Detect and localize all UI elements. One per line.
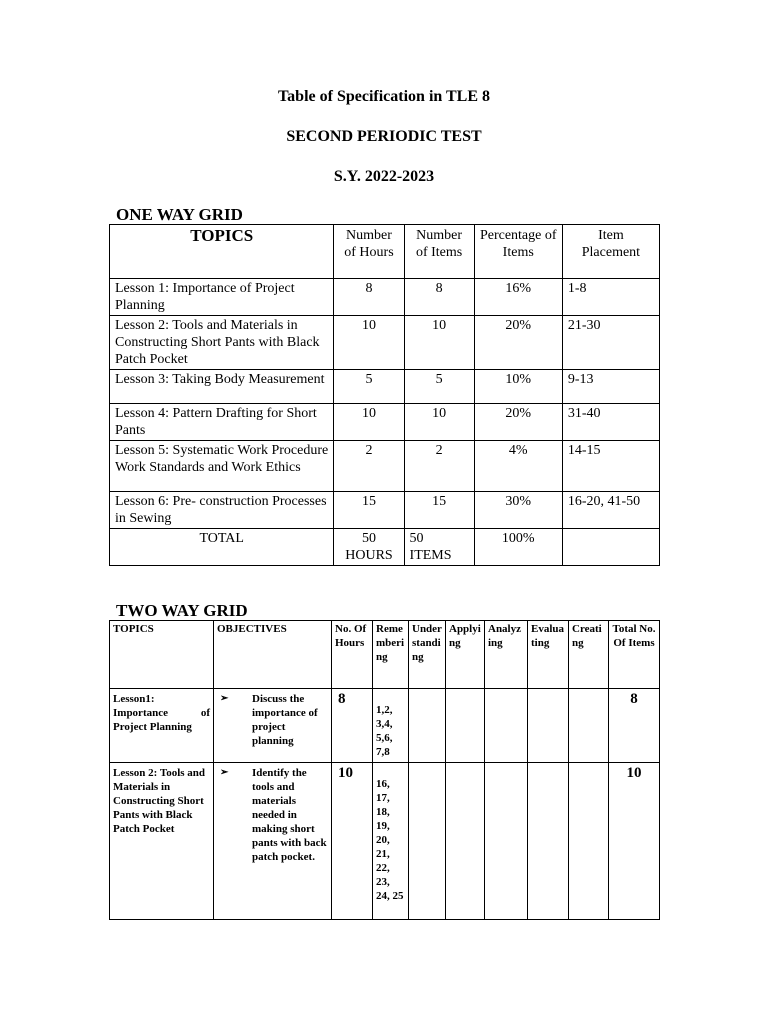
remembering-cell: 1,2, 3,4, 5,6, 7,8 [373, 689, 409, 763]
arrow-bullet-icon: ➢ [220, 767, 229, 778]
topic-cell: Lesson 6: Pre- construction Processes in Sewing [110, 492, 334, 529]
total-items: 50 ITEMS [404, 529, 474, 566]
column-header: Remembering [373, 621, 409, 689]
total-label: TOTAL [110, 529, 334, 566]
remembering-cell: 16, 17, 18, 19, 20, 21, 22, 23, 24, 25 [373, 763, 409, 920]
percent-cell: 16% [474, 279, 562, 316]
placement-cell: 21-30 [562, 316, 659, 370]
objective-cell [214, 763, 332, 920]
placement-cell: 16-20, 41-50 [562, 492, 659, 529]
total-placement [562, 529, 659, 566]
column-header: No. Of Hours [332, 621, 373, 689]
column-header: OBJECTIVES [214, 621, 332, 689]
percent-cell: 4% [474, 441, 562, 492]
items-cell: 10 [404, 404, 474, 441]
items-cell: 10 [404, 316, 474, 370]
understanding-cell [409, 689, 446, 763]
hours-cell: 2 [334, 441, 404, 492]
column-header: Analyzing [485, 621, 528, 689]
test-subtitle: SECOND PERIODIC TEST [286, 128, 482, 145]
column-header: TOPICS [110, 621, 214, 689]
hours-cell: 10 [334, 316, 404, 370]
table-row [110, 689, 660, 763]
one-way-grid-table [109, 224, 660, 566]
hours-cell: 10 [332, 763, 373, 920]
percent-cell: 10% [474, 370, 562, 404]
items-cell: 8 [404, 279, 474, 316]
analyzing-cell [485, 689, 528, 763]
applying-cell [446, 689, 485, 763]
creating-cell [569, 763, 609, 920]
items-cell: 15 [404, 492, 474, 529]
one-way-grid-heading: ONE WAY GRID [116, 205, 243, 224]
objective-cell [214, 689, 332, 763]
objective-text: Discuss the importance of project planning [252, 693, 318, 747]
column-header: Item Placement [562, 225, 659, 279]
understanding-cell [409, 763, 446, 920]
topic-cell: Lesson 2: Tools and Materials in Constructing Short Pants with Black Patch Pocket [110, 763, 214, 920]
column-header: Total No. Of Items [609, 621, 660, 689]
percent-cell: 30% [474, 492, 562, 529]
column-header: Number of Items [404, 225, 474, 279]
objective-text: Identify the tools and materials needed in making short pants with back patch pocket. [252, 767, 327, 863]
table-row [110, 404, 660, 441]
column-header: Number of Hours [334, 225, 404, 279]
percent-cell: 20% [474, 316, 562, 370]
topic-cell: Lesson1: Importance of Project Planning [110, 689, 214, 763]
column-header: Percentage of Items [474, 225, 562, 279]
table-row [110, 492, 660, 529]
table-row [110, 763, 660, 920]
creating-cell [569, 689, 609, 763]
column-header: Evaluating [528, 621, 569, 689]
total-cell: 10 [609, 763, 660, 920]
table-header-row [110, 225, 660, 279]
hours-cell: 8 [332, 689, 373, 763]
placement-cell: 31-40 [562, 404, 659, 441]
total-percent: 100% [474, 529, 562, 566]
column-header: Applying [446, 621, 485, 689]
two-way-grid-heading: TWO WAY GRID [116, 601, 248, 620]
hours-cell: 5 [334, 370, 404, 404]
table-row [110, 316, 660, 370]
column-header: Understanding [409, 621, 446, 689]
topic-cell: Lesson 3: Taking Body Measurement [110, 370, 334, 404]
topic-cell: Lesson 1: Importance of Project Planning [110, 279, 334, 316]
total-cell: 8 [609, 689, 660, 763]
applying-cell [446, 763, 485, 920]
items-cell: 2 [404, 441, 474, 492]
two-way-grid-table [109, 620, 660, 920]
total-hours: 50 HOURS [334, 529, 404, 566]
topic-cell: Lesson 2: Tools and Materials in Constructing Short Pants with Black Patch Pocket [110, 316, 334, 370]
table-header-row [110, 621, 660, 689]
placement-cell: 9-13 [562, 370, 659, 404]
table-row [110, 279, 660, 316]
evaluating-cell [528, 763, 569, 920]
column-header: TOPICS [110, 225, 334, 279]
hours-cell: 15 [334, 492, 404, 529]
evaluating-cell [528, 689, 569, 763]
hours-cell: 10 [334, 404, 404, 441]
column-header: Creating [569, 621, 609, 689]
table-row [110, 370, 660, 404]
placement-cell: 1-8 [562, 279, 659, 316]
items-cell: 5 [404, 370, 474, 404]
placement-cell: 14-15 [562, 441, 659, 492]
percent-cell: 20% [474, 404, 562, 441]
school-year: S.Y. 2022-2023 [333, 168, 435, 185]
total-row [110, 529, 660, 566]
analyzing-cell [485, 763, 528, 920]
table-row [110, 441, 660, 492]
topic-cell: Lesson 5: Systematic Work Procedure Work Standards and Work Ethics [110, 441, 334, 492]
document-title: Table of Specification in TLE 8 [277, 88, 491, 105]
topic-cell: Lesson 4: Pattern Drafting for Short Pants [110, 404, 334, 441]
hours-cell: 8 [334, 279, 404, 316]
arrow-bullet-icon: ➢ [220, 693, 229, 704]
